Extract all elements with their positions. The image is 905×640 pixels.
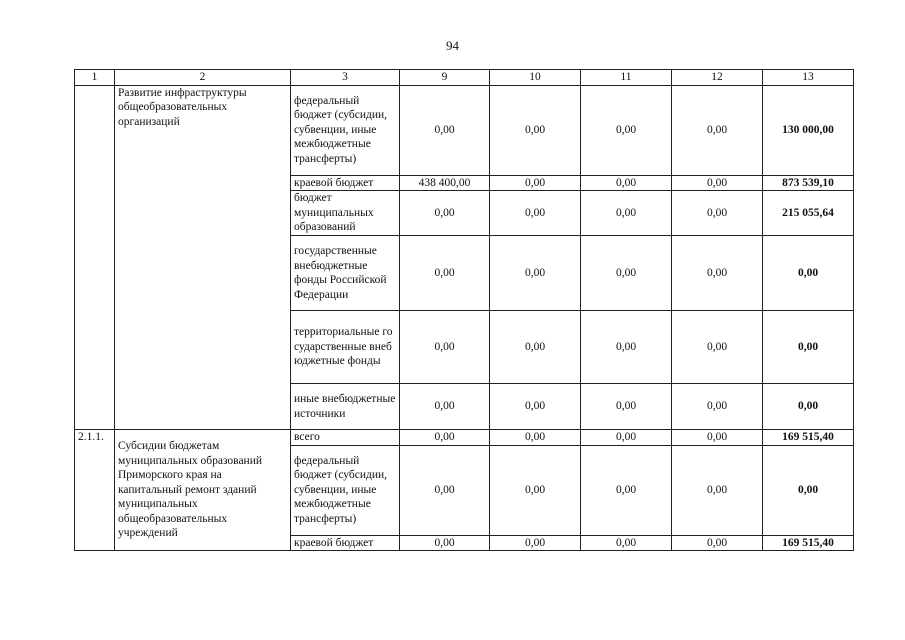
table-row [75, 85, 854, 175]
item-name: Субсидии бюджетам муниципальных образований Приморского края на капитальный ремонт зданий муниципальных общеобразовательных учреждений [115, 430, 291, 551]
funding-source: краевой бюджет [291, 175, 400, 191]
funding-source: государственные внебюджетные фонды Российской Федерации [291, 236, 400, 311]
table-row [75, 430, 854, 446]
value-col-9: 0,00 [400, 384, 490, 430]
value-col-12: 0,00 [672, 191, 763, 236]
funding-source: бюджет муниципальных образований [291, 191, 400, 236]
value-col-11: 0,00 [581, 311, 672, 384]
value-col-10: 0,00 [490, 191, 581, 236]
value-col-9: 0,00 [400, 85, 490, 175]
value-col-10: 0,00 [490, 85, 581, 175]
value-col-13: 169 515,40 [763, 535, 854, 551]
header-row [75, 70, 854, 86]
header-col-9: 9 [400, 70, 490, 86]
value-col-11: 0,00 [581, 445, 672, 535]
header-col-12: 12 [672, 70, 763, 86]
value-col-9: 0,00 [400, 311, 490, 384]
value-col-12: 0,00 [672, 384, 763, 430]
value-col-13: 0,00 [763, 311, 854, 384]
header-col-3: 3 [291, 70, 400, 86]
value-col-11: 0,00 [581, 430, 672, 446]
value-col-10: 0,00 [490, 445, 581, 535]
funding-source: федеральный бюджет (субсидии, субвенции, иные межбюджетные трансферты) [291, 445, 400, 535]
value-col-10: 0,00 [490, 430, 581, 446]
value-col-10: 0,00 [490, 175, 581, 191]
value-col-9: 0,00 [400, 191, 490, 236]
value-col-11: 0,00 [581, 191, 672, 236]
funding-source: всего [291, 430, 400, 446]
page-number: 94 [446, 38, 459, 53]
header-col-11: 11 [581, 70, 672, 86]
value-col-9: 0,00 [400, 236, 490, 311]
value-col-11: 0,00 [581, 85, 672, 175]
value-col-12: 0,00 [672, 236, 763, 311]
funding-source: территориальные государственные внебюджетные фонды [291, 311, 400, 384]
header-col-2: 2 [115, 70, 291, 86]
value-col-13: 873 539,10 [763, 175, 854, 191]
value-col-10: 0,00 [490, 311, 581, 384]
value-col-13: 0,00 [763, 384, 854, 430]
value-col-9: 438 400,00 [400, 175, 490, 191]
value-col-12: 0,00 [672, 85, 763, 175]
value-col-10: 0,00 [490, 535, 581, 551]
item-code: 2.1.1. [75, 430, 115, 551]
value-col-12: 0,00 [672, 430, 763, 446]
funding-source: краевой бюджет [291, 535, 400, 551]
header-col-1: 1 [75, 70, 115, 86]
item-name: Развитие инфраструктуры общеобразовательных организаций [115, 85, 291, 430]
funding-source: федеральный бюджет (субсидии, субвенции, иные межбюджетные трансферты) [291, 85, 400, 175]
value-col-13: 215 055,64 [763, 191, 854, 236]
funding-source: иные внебюджетные источники [291, 384, 400, 430]
value-col-10: 0,00 [490, 384, 581, 430]
value-col-13: 130 000,00 [763, 85, 854, 175]
value-col-9: 0,00 [400, 430, 490, 446]
value-col-10: 0,00 [490, 236, 581, 311]
value-col-13: 0,00 [763, 236, 854, 311]
value-col-13: 0,00 [763, 445, 854, 535]
value-col-11: 0,00 [581, 175, 672, 191]
value-col-13: 169 515,40 [763, 430, 854, 446]
header-col-13: 13 [763, 70, 854, 86]
value-col-12: 0,00 [672, 311, 763, 384]
value-col-9: 0,00 [400, 535, 490, 551]
item-code [75, 85, 115, 430]
header-col-10: 10 [490, 70, 581, 86]
value-col-11: 0,00 [581, 384, 672, 430]
budget-table [74, 69, 854, 551]
value-col-11: 0,00 [581, 236, 672, 311]
value-col-12: 0,00 [672, 175, 763, 191]
value-col-12: 0,00 [672, 535, 763, 551]
value-col-9: 0,00 [400, 445, 490, 535]
value-col-12: 0,00 [672, 445, 763, 535]
value-col-11: 0,00 [581, 535, 672, 551]
